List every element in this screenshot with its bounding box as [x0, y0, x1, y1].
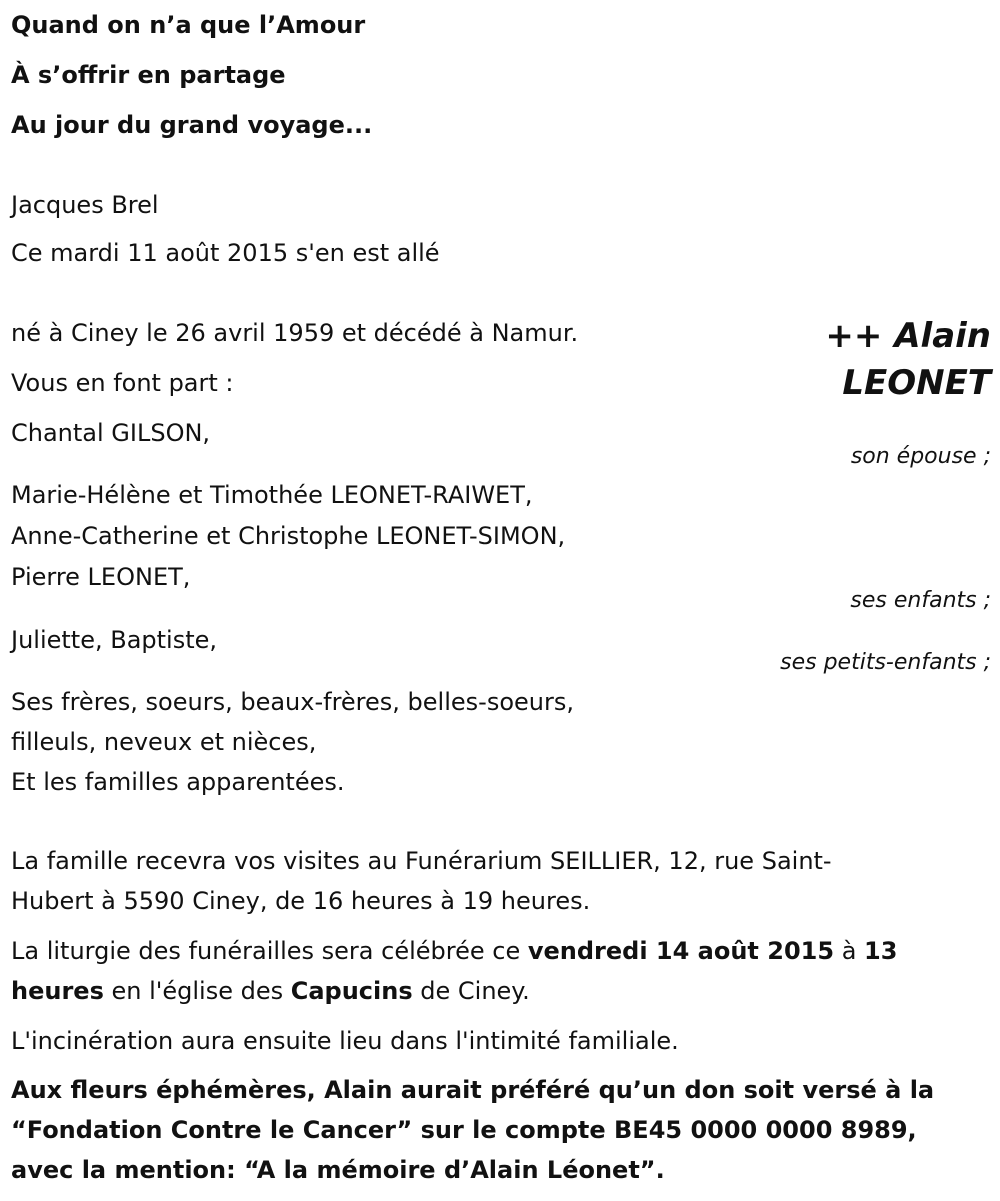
relatives-line: Et les familles apparentées.: [11, 768, 345, 796]
visits-line-1: La famille recevra vos visites au Funérarium SEILLIER, 12, rue Saint-: [11, 847, 832, 875]
deceased-name-line-1: ++ Alain: [825, 316, 991, 356]
children-label: ses enfants ;: [850, 588, 991, 613]
grandchildren-label: ses petits-enfants ;: [780, 650, 991, 675]
liturgy-time-unit: heures: [11, 977, 104, 1005]
donation-line-2: “Fondation Contre le Cancer” sur le compte BE45 0000 0000 8989,: [11, 1116, 917, 1144]
liturgy-text: en l'église des: [103, 977, 291, 1005]
relatives-line: Ses frères, soeurs, beaux-frères, belles-soeurs,: [11, 688, 574, 716]
announce-text: Vous en font part :: [11, 369, 234, 397]
cremation-text: L'incinération aura ensuite lieu dans l'intimité familiale.: [11, 1027, 679, 1055]
liturgy-text: La liturgie des funérailles sera célébrée ce: [11, 937, 528, 965]
liturgy-text: de Ciney.: [412, 977, 530, 1005]
child-line: Marie-Hélène et Timothée LEONET-RAIWET,: [11, 481, 533, 509]
donation-line-3: avec la mention: “A la mémoire d’Alain Léonet”.: [11, 1156, 665, 1184]
liturgy-church: Capucins: [290, 977, 413, 1005]
child-line: Pierre LEONET,: [11, 563, 191, 591]
liturgy-paragraph: [11, 931, 996, 1011]
spouse-name: Chantal GILSON,: [11, 419, 211, 447]
intro-text: Ce mardi 11 août 2015 s'en est allé: [11, 239, 440, 267]
liturgy-date: vendredi 14 août 2015: [527, 937, 835, 965]
poem-author: Jacques Brel: [11, 191, 159, 219]
liturgy-time: 13: [864, 937, 898, 965]
visits-line-2: Hubert à 5590 Ciney, de 16 heures à 19 heures.: [11, 887, 591, 915]
child-line: Anne-Catherine et Christophe LEONET-SIMON,: [11, 522, 566, 550]
poem-line-1: Quand on n’a que l’Amour: [11, 11, 366, 39]
donation-line-1: Aux fleurs éphémères, Alain aurait préféré qu’un don soit versé à la: [11, 1076, 935, 1104]
relatives-line: filleuls, neveux et nièces,: [11, 728, 317, 756]
deceased-name-line-2: LEONET: [842, 363, 991, 403]
spouse-label: son épouse ;: [850, 444, 991, 469]
birth-death-text: né à Ciney le 26 avril 1959 et décédé à Namur.: [11, 319, 579, 347]
grandchildren-names: Juliette, Baptiste,: [11, 626, 218, 654]
poem-line-2: À s’offrir en partage: [11, 61, 286, 89]
poem-line-3: Au jour du grand voyage...: [11, 111, 373, 139]
liturgy-text: à: [834, 937, 865, 965]
